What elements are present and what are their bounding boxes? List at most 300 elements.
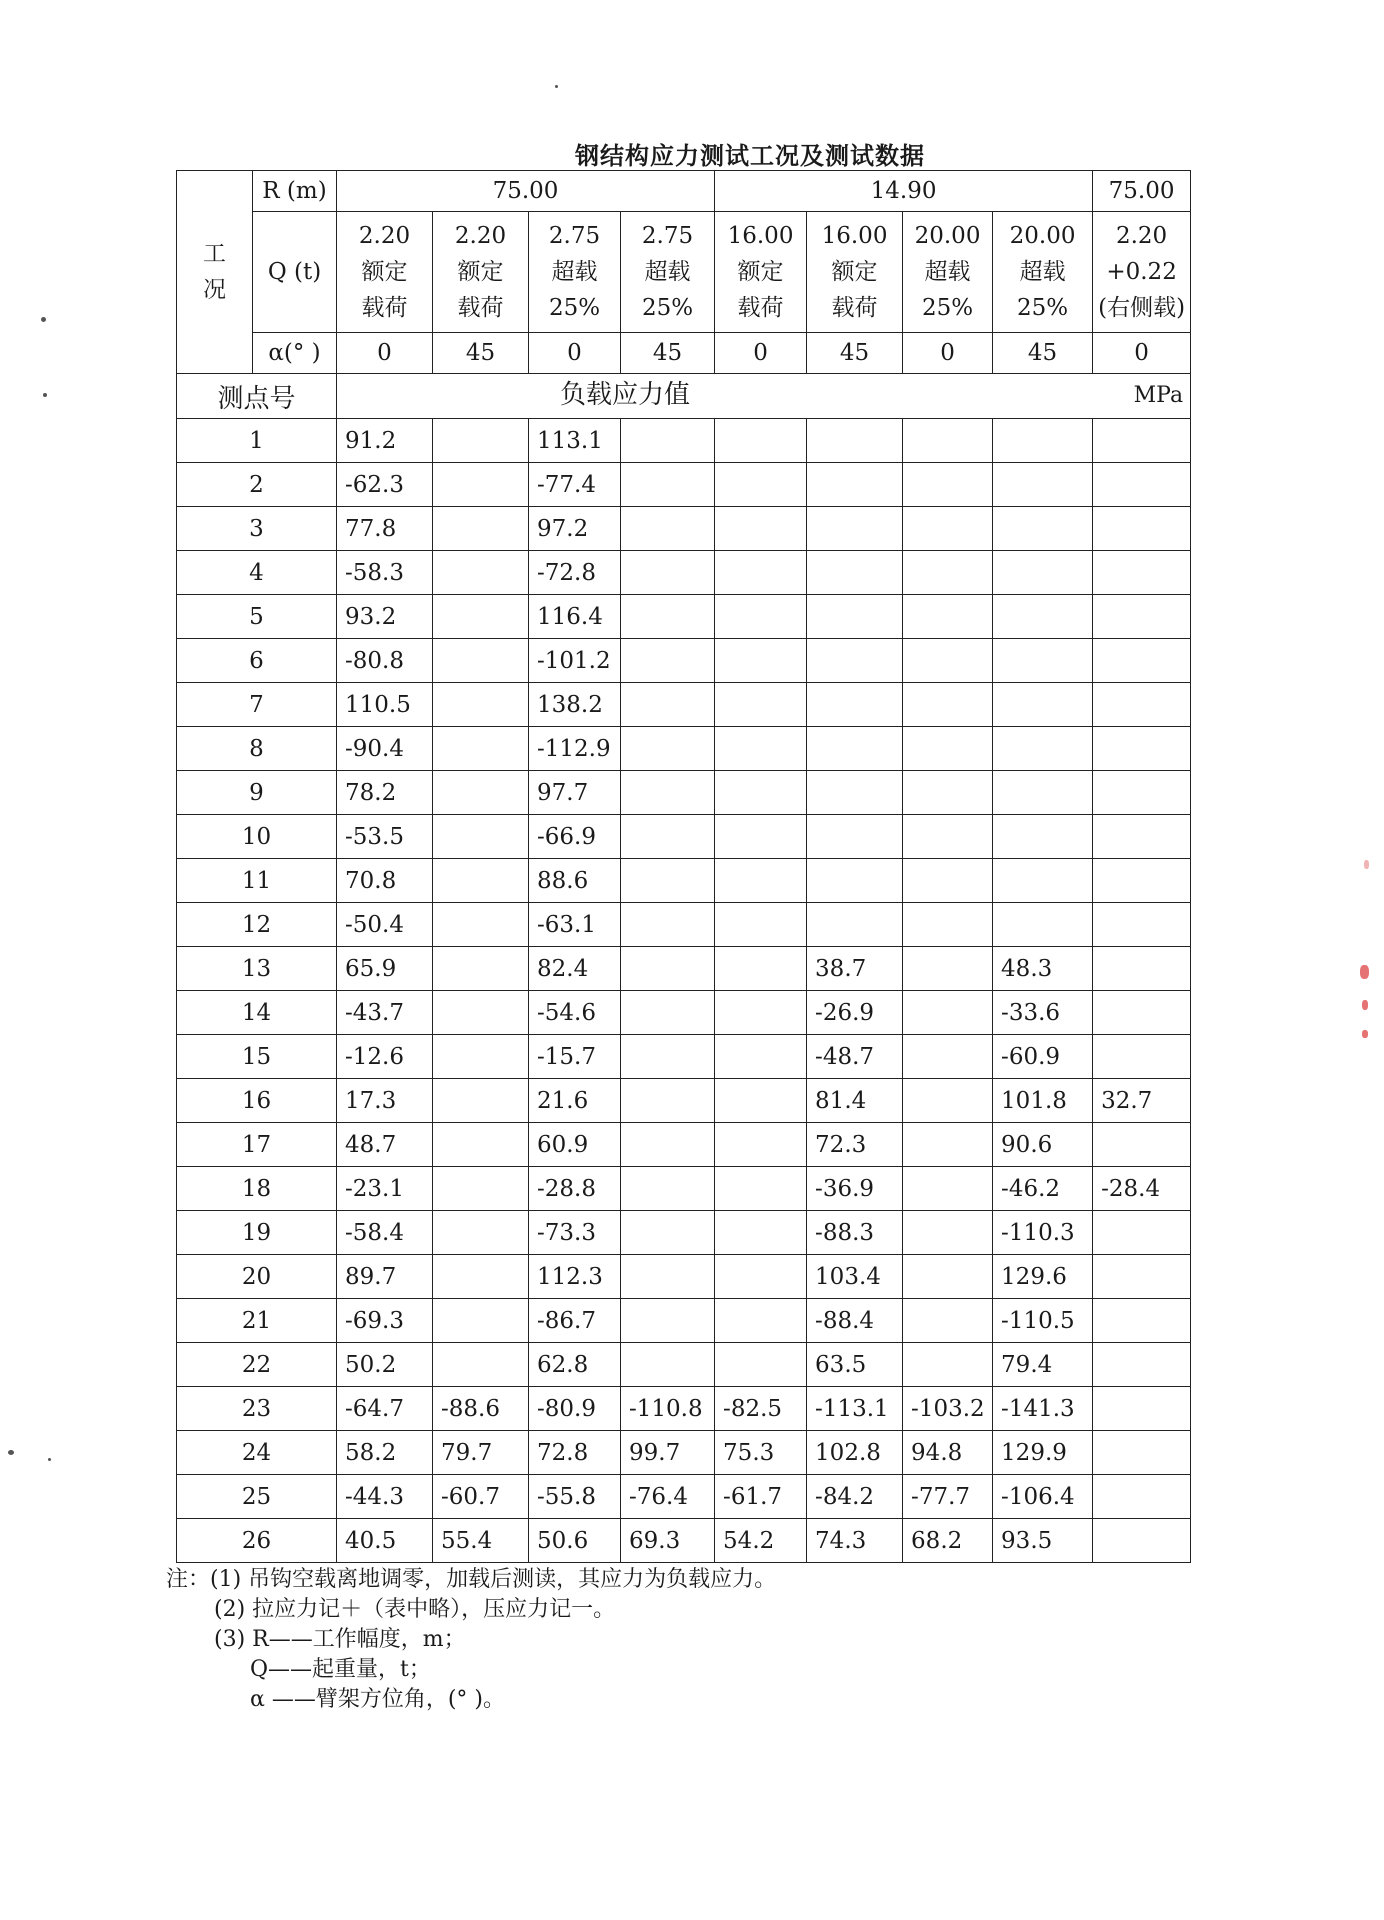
stress-value-cell <box>621 947 715 991</box>
stress-value-cell <box>1093 419 1191 463</box>
stress-value-cell: -54.6 <box>529 991 621 1035</box>
red-stamp-mark <box>1362 1000 1368 1010</box>
stress-value-cell <box>433 639 529 683</box>
stress-value-cell: 55.4 <box>433 1519 529 1563</box>
stress-value-cell <box>715 463 807 507</box>
r-value-1: 75.00 <box>337 171 715 212</box>
stress-value-cell: 82.4 <box>529 947 621 991</box>
stress-value-cell <box>1093 815 1191 859</box>
q-value: 2.20 <box>1115 223 1168 249</box>
stress-value-cell: -60.9 <box>993 1035 1093 1079</box>
stress-value-cell: 97.2 <box>529 507 621 551</box>
stress-value-cell <box>993 727 1093 771</box>
stress-value-cell <box>715 1343 807 1387</box>
stress-value-cell <box>807 639 903 683</box>
stress-value-cell: 50.2 <box>337 1343 433 1387</box>
scan-speck <box>41 317 46 322</box>
stress-value-cell <box>903 727 993 771</box>
stress-value-cell <box>807 727 903 771</box>
stress-value-cell <box>621 1123 715 1167</box>
point-number: 17 <box>177 1123 337 1167</box>
stress-value-cell <box>1093 1387 1191 1431</box>
stress-value-cell <box>621 1079 715 1123</box>
stress-value-cell <box>433 947 529 991</box>
table-row <box>177 991 1191 1035</box>
notes <box>166 1565 1066 1715</box>
stress-value-cell <box>715 639 807 683</box>
scan-speck <box>8 1450 14 1455</box>
stress-value-cell <box>433 727 529 771</box>
stress-value-cell <box>903 419 993 463</box>
stress-value-cell <box>433 815 529 859</box>
load-type-line-2: 25% <box>641 295 694 321</box>
point-number: 16 <box>177 1079 337 1123</box>
point-number: 19 <box>177 1211 337 1255</box>
r-label: R (m) <box>253 171 337 212</box>
stress-value-cell: 78.2 <box>337 771 433 815</box>
stress-value-cell <box>903 507 993 551</box>
stress-value-cell: 68.2 <box>903 1519 993 1563</box>
stress-value-cell <box>621 991 715 1035</box>
point-number: 25 <box>177 1475 337 1519</box>
q-label: Q (t) <box>253 212 337 333</box>
q-cell-3 <box>529 212 621 333</box>
point-number: 9 <box>177 771 337 815</box>
stress-value-cell <box>903 991 993 1035</box>
stress-value-cell: 97.7 <box>529 771 621 815</box>
stress-value-cell: 99.7 <box>621 1431 715 1475</box>
table-row <box>177 463 1191 507</box>
stress-value-cell: 70.8 <box>337 859 433 903</box>
stress-value-cell <box>621 639 715 683</box>
stress-value-cell <box>433 1299 529 1343</box>
stress-label: 负载应力值 <box>560 380 691 410</box>
stress-value-cell <box>715 1079 807 1123</box>
stress-value-cell <box>433 507 529 551</box>
stress-value-cell: 69.3 <box>621 1519 715 1563</box>
load-type-line-1: 超载 <box>644 259 691 285</box>
stress-value-cell <box>993 683 1093 727</box>
q-value: 16.00 <box>727 223 794 249</box>
stress-value-cell <box>621 595 715 639</box>
r-value-3: 75.00 <box>1093 171 1191 212</box>
stress-value-cell <box>621 1167 715 1211</box>
stress-value-cell: -28.4 <box>1093 1167 1191 1211</box>
stress-value-cell: -33.6 <box>993 991 1093 1035</box>
stress-value-cell: -26.9 <box>807 991 903 1035</box>
q-value: 2.20 <box>454 223 507 249</box>
stress-value-cell <box>1093 859 1191 903</box>
stress-value-cell: -80.8 <box>337 639 433 683</box>
point-number: 1 <box>177 419 337 463</box>
stress-value-cell: 72.8 <box>529 1431 621 1475</box>
stress-value-cell: -58.4 <box>337 1211 433 1255</box>
stress-value-cell <box>715 815 807 859</box>
stress-value-cell <box>903 1167 993 1211</box>
stress-value-cell <box>433 991 529 1035</box>
stress-value-cell <box>715 991 807 1035</box>
stress-value-cell: -60.7 <box>433 1475 529 1519</box>
q-cell-7 <box>903 212 993 333</box>
point-number: 5 <box>177 595 337 639</box>
stress-value-cell <box>715 859 807 903</box>
q-side-load: +0.22 <box>1106 259 1177 285</box>
stress-value-cell: -15.7 <box>529 1035 621 1079</box>
stress-value-cell: 103.4 <box>807 1255 903 1299</box>
stress-value-cell <box>1093 1255 1191 1299</box>
stress-value-cell: -113.1 <box>807 1387 903 1431</box>
stress-value-cell <box>1093 991 1191 1035</box>
stress-value-cell <box>715 551 807 595</box>
load-type-line-1: 超载 <box>1019 259 1066 285</box>
point-number: 10 <box>177 815 337 859</box>
stress-value-cell <box>807 595 903 639</box>
stress-value-cell: -64.7 <box>337 1387 433 1431</box>
stress-value-cell: -77.7 <box>903 1475 993 1519</box>
stress-value-cell <box>621 815 715 859</box>
stress-value-cell: 48.7 <box>337 1123 433 1167</box>
table-row <box>177 419 1191 463</box>
stress-value-cell: 32.7 <box>1093 1079 1191 1123</box>
stress-value-cell: 93.5 <box>993 1519 1093 1563</box>
scan-speck <box>43 393 47 397</box>
red-stamp-mark <box>1362 1030 1368 1038</box>
stress-value-cell <box>993 771 1093 815</box>
stress-value-cell: -88.4 <box>807 1299 903 1343</box>
stress-value-cell: 74.3 <box>807 1519 903 1563</box>
point-number: 20 <box>177 1255 337 1299</box>
alpha-label: α(° ) <box>253 333 337 374</box>
stress-value-cell <box>715 1255 807 1299</box>
alpha-value: 0 <box>1093 333 1191 374</box>
stress-value-cell <box>1093 727 1191 771</box>
stress-value-cell <box>621 463 715 507</box>
stress-value-cell <box>1093 1519 1191 1563</box>
q-value: 2.75 <box>641 223 694 249</box>
alpha-value: 0 <box>903 333 993 374</box>
unit-label: MPa <box>1133 383 1184 408</box>
point-number: 22 <box>177 1343 337 1387</box>
stress-value-cell <box>433 1123 529 1167</box>
stress-value-cell <box>1093 947 1191 991</box>
stress-value-cell: -88.3 <box>807 1211 903 1255</box>
q-cell-8 <box>993 212 1093 333</box>
stress-value-cell <box>903 947 993 991</box>
point-number: 12 <box>177 903 337 947</box>
stress-value-cell: -53.5 <box>337 815 433 859</box>
stress-value-cell <box>993 463 1093 507</box>
stress-value-cell <box>621 859 715 903</box>
stress-value-cell: 93.2 <box>337 595 433 639</box>
stress-value-cell <box>433 1167 529 1211</box>
point-number: 15 <box>177 1035 337 1079</box>
load-type-line-2: 载荷 <box>737 295 784 321</box>
stress-value-cell: 101.8 <box>993 1079 1093 1123</box>
stress-value-cell <box>903 903 993 947</box>
table-row <box>177 947 1191 991</box>
q-value: 2.75 <box>548 223 601 249</box>
stress-value-cell <box>807 419 903 463</box>
stress-value-cell <box>433 1035 529 1079</box>
stress-value-cell <box>993 551 1093 595</box>
alpha-value: 45 <box>993 333 1093 374</box>
stress-value-cell <box>807 903 903 947</box>
load-type-line-1: 额定 <box>361 259 408 285</box>
stress-value-cell: -63.1 <box>529 903 621 947</box>
table-row <box>177 1123 1191 1167</box>
scan-speck <box>48 1458 51 1461</box>
q-cell-4 <box>621 212 715 333</box>
stress-value-cell <box>621 727 715 771</box>
stress-value-cell: 110.5 <box>337 683 433 727</box>
q-value: 2.20 <box>358 223 411 249</box>
point-number: 3 <box>177 507 337 551</box>
stress-value-cell: -110.3 <box>993 1211 1093 1255</box>
table-row <box>177 1475 1191 1519</box>
stress-value-cell <box>1093 1299 1191 1343</box>
point-number: 7 <box>177 683 337 727</box>
load-type-line-2: 25% <box>548 295 601 321</box>
alpha-value: 0 <box>715 333 807 374</box>
stress-value-cell: 90.6 <box>993 1123 1093 1167</box>
note-5: α ——臂架方位角，(° )。 <box>250 1687 506 1712</box>
table-row <box>177 595 1191 639</box>
note-3: (3) R——工作幅度，m； <box>214 1627 466 1652</box>
stress-value-cell <box>433 1211 529 1255</box>
stress-value-cell: -106.4 <box>993 1475 1093 1519</box>
stress-value-cell <box>715 419 807 463</box>
stress-value-cell <box>903 639 993 683</box>
stress-value-cell <box>433 1079 529 1123</box>
stress-value-cell: 72.3 <box>807 1123 903 1167</box>
stress-value-cell <box>715 727 807 771</box>
stress-value-cell <box>1093 463 1191 507</box>
stress-value-cell: 62.8 <box>529 1343 621 1387</box>
stress-value-cell <box>715 1211 807 1255</box>
q-cell-9 <box>1093 212 1191 333</box>
red-stamp-mark <box>1360 965 1369 979</box>
table-row <box>177 1079 1191 1123</box>
point-label: 测点号 <box>177 374 337 419</box>
stress-value-cell <box>807 771 903 815</box>
q-cell-6 <box>807 212 903 333</box>
point-number: 11 <box>177 859 337 903</box>
table-row <box>177 1343 1191 1387</box>
stress-value-cell <box>621 683 715 727</box>
stress-value-cell: -46.2 <box>993 1167 1093 1211</box>
table-row <box>177 815 1191 859</box>
point-number: 14 <box>177 991 337 1035</box>
table-row <box>177 1387 1191 1431</box>
alpha-value: 45 <box>807 333 903 374</box>
stress-value-cell <box>621 1255 715 1299</box>
stress-value-cell: -101.2 <box>529 639 621 683</box>
stress-value-cell <box>1093 1431 1191 1475</box>
point-number: 21 <box>177 1299 337 1343</box>
stress-value-cell: -36.9 <box>807 1167 903 1211</box>
table-row <box>177 1255 1191 1299</box>
load-type-line-1: 超载 <box>924 259 971 285</box>
stress-value-cell: 58.2 <box>337 1431 433 1475</box>
stress-value-cell <box>903 463 993 507</box>
table-row <box>177 1035 1191 1079</box>
point-number: 4 <box>177 551 337 595</box>
table-row <box>177 1167 1191 1211</box>
stress-value-cell: 91.2 <box>337 419 433 463</box>
stress-value-cell: 113.1 <box>529 419 621 463</box>
stress-value-cell <box>715 1167 807 1211</box>
q-value: 20.00 <box>1009 223 1076 249</box>
stress-value-cell <box>903 595 993 639</box>
stress-value-cell: 88.6 <box>529 859 621 903</box>
stress-value-cell: -58.3 <box>337 551 433 595</box>
stress-value-cell: 54.2 <box>715 1519 807 1563</box>
stress-value-cell <box>1093 551 1191 595</box>
stress-value-cell: 48.3 <box>993 947 1093 991</box>
stress-value-cell: -23.1 <box>337 1167 433 1211</box>
stress-value-cell: -28.8 <box>529 1167 621 1211</box>
load-type-line-1: 额定 <box>737 259 784 285</box>
stress-value-cell <box>621 1299 715 1343</box>
stress-value-cell <box>715 1299 807 1343</box>
stress-value-cell <box>433 1255 529 1299</box>
stress-value-cell: 81.4 <box>807 1079 903 1123</box>
stress-value-cell <box>807 507 903 551</box>
stress-value-cell <box>903 1035 993 1079</box>
point-number: 26 <box>177 1519 337 1563</box>
condition-label <box>177 171 253 374</box>
stress-value-cell <box>903 1343 993 1387</box>
load-type-line-2: 载荷 <box>457 295 504 321</box>
stress-value-cell: -88.6 <box>433 1387 529 1431</box>
stress-value-cell <box>993 419 1093 463</box>
stress-value-cell <box>993 903 1093 947</box>
stress-value-cell: 60.9 <box>529 1123 621 1167</box>
stress-value-cell: -43.7 <box>337 991 433 1035</box>
stress-value-cell <box>807 815 903 859</box>
stress-value-cell <box>433 771 529 815</box>
stress-value-cell: 65.9 <box>337 947 433 991</box>
q-value: 16.00 <box>821 223 888 249</box>
stress-value-cell: 40.5 <box>337 1519 433 1563</box>
stress-value-cell: -76.4 <box>621 1475 715 1519</box>
load-type-line-2: 载荷 <box>361 295 408 321</box>
stress-value-cell <box>433 551 529 595</box>
stress-value-cell <box>1093 1123 1191 1167</box>
stress-value-cell <box>993 639 1093 683</box>
stress-value-cell <box>433 463 529 507</box>
alpha-value: 45 <box>621 333 715 374</box>
stress-value-cell: -80.9 <box>529 1387 621 1431</box>
stress-value-cell <box>715 595 807 639</box>
stress-value-cell: 94.8 <box>903 1431 993 1475</box>
stress-value-cell <box>807 551 903 595</box>
stress-value-cell <box>1093 1211 1191 1255</box>
point-number: 18 <box>177 1167 337 1211</box>
condition-label-text: 工况 <box>203 241 226 303</box>
point-number: 24 <box>177 1431 337 1475</box>
stress-value-cell <box>903 1299 993 1343</box>
stress-value-cell: -86.7 <box>529 1299 621 1343</box>
stress-value-cell <box>715 771 807 815</box>
stress-value-cell <box>903 815 993 859</box>
load-type-line-2: 载荷 <box>831 295 878 321</box>
stress-value-cell <box>715 903 807 947</box>
point-number: 13 <box>177 947 337 991</box>
stress-value-cell: -61.7 <box>715 1475 807 1519</box>
stress-value-cell <box>807 859 903 903</box>
alpha-value: 0 <box>529 333 621 374</box>
stress-value-cell <box>903 683 993 727</box>
stress-value-cell: 63.5 <box>807 1343 903 1387</box>
stress-value-cell <box>903 1211 993 1255</box>
stress-value-cell <box>715 947 807 991</box>
scan-speck <box>555 85 558 88</box>
stress-value-cell <box>621 903 715 947</box>
alpha-value: 45 <box>433 333 529 374</box>
table-row <box>177 771 1191 815</box>
stress-value-cell <box>903 1079 993 1123</box>
stress-value-cell: -50.4 <box>337 903 433 947</box>
stress-value-cell <box>993 815 1093 859</box>
stress-value-cell <box>903 1255 993 1299</box>
stress-value-cell: 129.9 <box>993 1431 1093 1475</box>
stress-value-cell <box>993 507 1093 551</box>
stress-value-cell <box>993 595 1093 639</box>
stress-value-cell <box>1093 1035 1191 1079</box>
stress-value-cell <box>433 1343 529 1387</box>
table-row <box>177 1299 1191 1343</box>
stress-value-cell <box>903 859 993 903</box>
stress-value-cell <box>1093 903 1191 947</box>
stress-header <box>337 374 1191 419</box>
stress-value-cell <box>807 463 903 507</box>
stress-value-cell <box>715 683 807 727</box>
stress-value-cell: -77.4 <box>529 463 621 507</box>
point-number: 8 <box>177 727 337 771</box>
load-type-line-2: 25% <box>921 295 974 321</box>
stress-value-cell: -112.9 <box>529 727 621 771</box>
stress-value-cell: 50.6 <box>529 1519 621 1563</box>
stress-value-cell: 17.3 <box>337 1079 433 1123</box>
document-title: 钢结构应力测试工况及测试数据 <box>575 142 925 170</box>
stress-value-cell <box>1093 1475 1191 1519</box>
stress-value-cell <box>1093 595 1191 639</box>
table-row <box>177 507 1191 551</box>
stress-value-cell <box>1093 771 1191 815</box>
stress-value-cell: -110.5 <box>993 1299 1093 1343</box>
stress-value-cell <box>715 1035 807 1079</box>
stress-value-cell: -90.4 <box>337 727 433 771</box>
stress-value-cell: -44.3 <box>337 1475 433 1519</box>
stress-value-cell: -62.3 <box>337 463 433 507</box>
note-4: Q——起重量，t； <box>250 1657 431 1682</box>
stress-value-cell <box>1093 683 1191 727</box>
table-row <box>177 859 1191 903</box>
stress-value-cell <box>1093 1343 1191 1387</box>
stress-value-cell: -84.2 <box>807 1475 903 1519</box>
table-row <box>177 1211 1191 1255</box>
note-1: 注：(1) 吊钩空载离地调零，加载后测读，其应力为负载应力。 <box>166 1567 777 1592</box>
stress-value-cell: 116.4 <box>529 595 621 639</box>
stress-value-cell: -110.8 <box>621 1387 715 1431</box>
point-number: 2 <box>177 463 337 507</box>
data-rows <box>177 419 1191 1563</box>
red-stamp-mark <box>1364 860 1369 869</box>
stress-value-cell <box>903 551 993 595</box>
stress-value-cell: 21.6 <box>529 1079 621 1123</box>
stress-test-table <box>176 170 1191 1563</box>
